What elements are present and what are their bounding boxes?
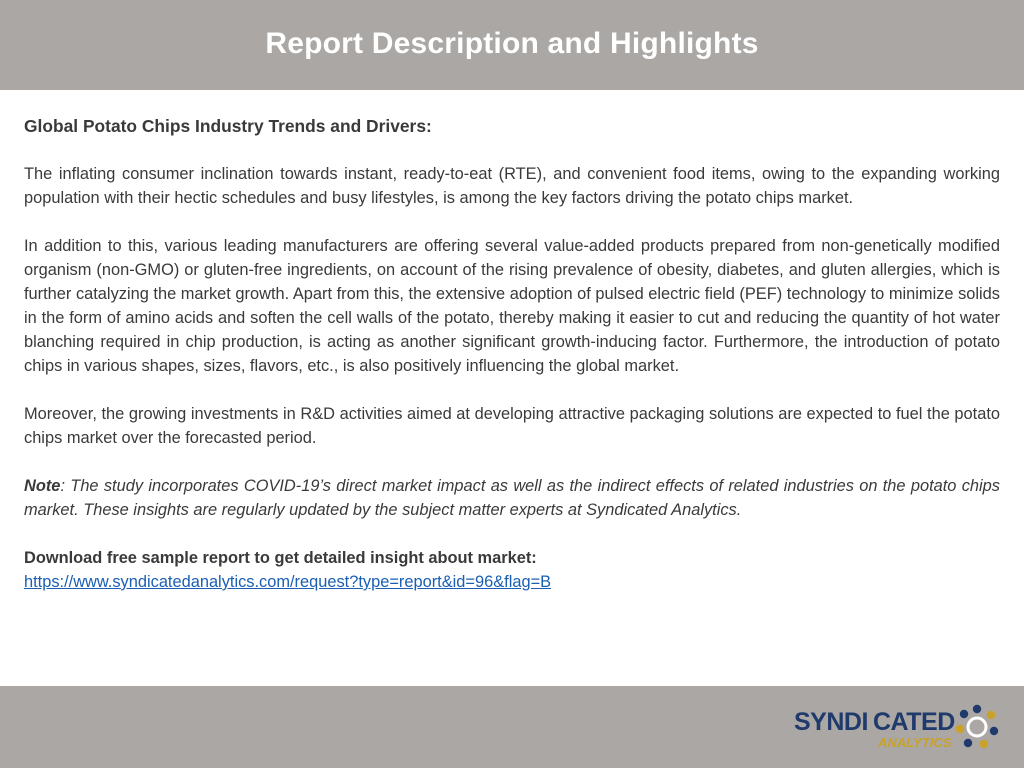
report-description: [24, 114, 1000, 618]
logo-word-cated: CATED: [873, 708, 955, 736]
paragraph-3: Moreover, the growing investments in R&D activities aimed at developing attractive packaging solutions are expected to fuel the potato chips market over the forecasted period.: [24, 405, 1000, 447]
logo-word-analytics: ANALYTICS: [878, 735, 952, 750]
footer-bar: [0, 686, 1024, 768]
page-title: Report Description and Highlights: [265, 27, 759, 60]
paragraph-1: The inflating consumer inclination towards instant, ready-to-eat (RTE), and convenient food items, owing to the expanding working population with their hectic schedules and busy lifestyles, is among the key factors driving the potato chips market.: [24, 165, 1000, 207]
paragraph-2: In addition to this, various leading manufacturers are offering several value-added products prepared from non-genetically modified organism (non-GMO) or gluten-free ingredients, on account of the rising prevalence of obesity, diabetes, and gluten allergies, which is further catalyzing the market growth. Apart from this, the extensive adoption of pulsed electric field (PEF) technology to minimize solids in the form of amino acids and soften the cell walls of the potato, thereby making it easier to cut and reducing the quantity of hot water blanching required in chip production, is acting as another significant growth-inducing factor. Furthermore, the introduction of potato chips in various shapes, sizes, flavors, etc., is also positively influencing the global market.: [24, 237, 1000, 375]
note-paragraph: [24, 474, 1000, 522]
sample-report-link[interactable]: https://www.syndicatedanalytics.com/request?type=report&id=96&flag=B: [24, 573, 552, 591]
section-subheading: Global Potato Chips Industry Trends and Drivers:: [24, 116, 432, 136]
download-label: Download free sample report to get detailed insight about market:: [24, 549, 537, 567]
logo-mark-icon: [956, 705, 998, 748]
note-label: Note: [24, 477, 61, 495]
header-bar: [0, 0, 1024, 90]
download-section: [24, 546, 1000, 594]
syndicated-analytics-logo: [794, 703, 1000, 751]
note-text: : The study incorporates COVID-19’s direct market impact as well as the indirect effects of related industries on the potato chips market. These insights are regularly updated by the subject matter experts at Syndicated Analytics.: [24, 477, 1000, 519]
logo-word-syndi: SYNDI: [794, 708, 868, 736]
